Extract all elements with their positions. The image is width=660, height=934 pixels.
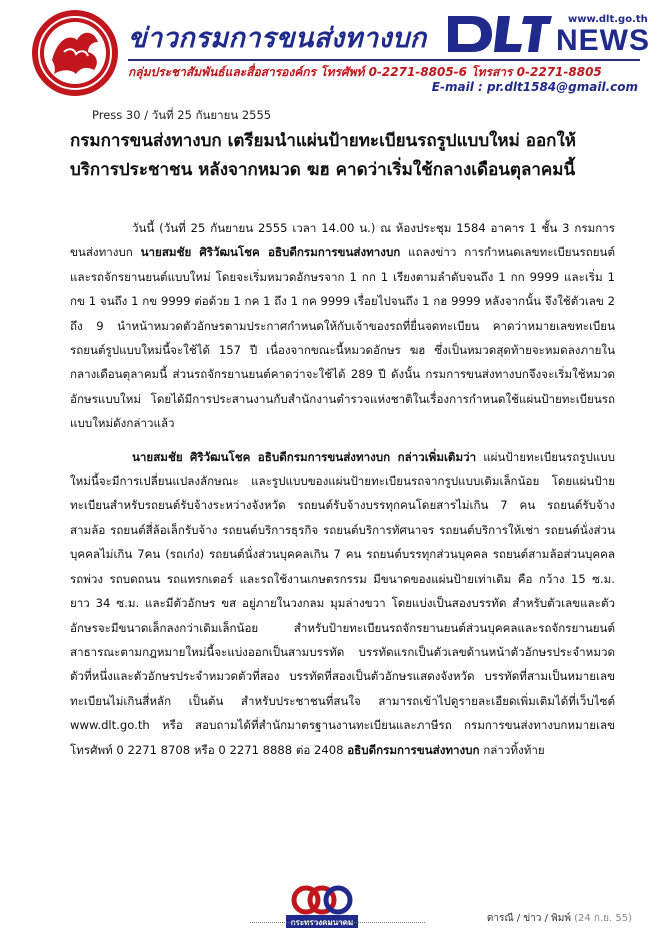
credit-text: ดารณี / ข่าว / พิมพ์ — [486, 913, 571, 924]
news-label: NEWS — [556, 24, 650, 57]
paragraph-1-text: แถลงข่าว การกำหนดเลขทะเบียนรถยนต์และรถจักรยานยนต์แบบใหม่ โดยจะเริ่มหมวดอักษรจาก 1 กก 1 เรียงตามลำดับจนถึง 1 กก 9999 และเริ่ม 1 กข 1 จนถึง 1 กข 9999 ต่อด้วย 1 กค 1 ถึง 1 กค 9999 เรื่อยไปจนถึง 1 กฮ 9999 หลังจากนั้น จึงใช้ตัวเลข 2 ถึง 9 นำหน้าหมวดตัวอักษรตามประกาศกำหนดให้กับเจ้าของรถที่ยื่นจดทะเบียน คาดว่าหมายเลขทะเบียนรถยนต์รูปแบบใหม่นี้จะใช้ได้ 157 ปี เนื่องจากขณะนี้หมวดอักษร ฆฮ ซึ่งเป็นหมวดสุดท้ายจะหมดลงภายในกลางเดือนตุลาคมนี้ ส่วนรถจักรยานยนต์คาดว่าจะใช้ได้ 289 ปี ดังนั้น กรมการขนส่งทางบกจึงจะเริ่มใช้หมวดอักษรแบบใหม่ โดยได้มีการประสานงานกับสำนักงานตำรวจแห่งชาติในเรื่องการกำหนดใช้แผ่นป้ายทะเบียนรถแบบใหม่ดังกล่าวแล้ว — [70, 245, 615, 431]
paragraph-2-text: แผ่นป้ายทะเบียนรถรูปแบบใหม่นี้จะมีการเปลี่ยนแปลงลักษณะ และรูปแบบของแผ่นป้ายทะเบียนรถจากรูปแบบเดิมเล็กน้อย โดยแผ่นป้ายทะเบียนสำหรับรถยนต์รับจ้างระหว่างจังหวัด รถยนต์รับจ้างบรรทุกคนโดยสารไม่เกิน 7 คน รถยนต์รับจ้างสามล้อ รถยนต์สี่ล้อเล็กรับจ้าง รถยนต์บริการธุรกิจ รถยนต์บริการทัศนาจร รถยนต์บริการให้เช่า รถยนต์นั่งส่วนบุคคลไม่เกิน 7คน (รถเก๋ง) รถยนต์นั่งส่วนบุคคลเกิน 7 คน รถยนต์บรรทุกส่วนบุคคล รถยนต์สามล้อส่วนบุคคล รถพ่วง รถบดถนน รถแทรกเตอร์ และรถใช้งานเกษตรกรรม มีขนาดของแผ่นป้ายเท่าเดิม คือ กว้าง 15 ซ.ม. ยาว 34 ซ.ม. และมีตัวอักษร ขส อยู่ภายในวงกลม มุมล่างขวา โดยแบ่งเป็นสองบรรทัด สำหรับตัวเลขและตัวอักษรจะมีขนาดเล็กลงกว่าเดิมเล็กน้อย สำหรับป้ายทะเบียนรถจักรยานยนต์ส่วนบุคคลและรถจักรยานยนต์สาธารณะตามกฎหมายใหม่นี้จะแบ่งออกเป็นสามบรรทัด บรรทัดแรกเป็นตัวเลขด้านหน้าตัวอักษรประจำหมวดตัวที่หนึ่งและตัวอักษรประจำหมวดตัวที่สอง บรรทัดที่สองเป็นตัวอักษรแสดงจังหวัด บรรทัดที่สามเป็นหมายเลขทะเบียนไม่เกินสี่หลัก เป็นต้น สำหรับประชาชนที่สนใจ สามารถเข้าไปดูรายละเอียดเพิ่มเติมได้ที่เว็บไซต์ www.dlt.go.th หรือ สอบถามได้ที่สำนักมาตรฐานงานทะเบียนและภาษีรถ กรมการขนส่งทางบกหมายเลขโทรศัพท์ 0 2271 8708 หรือ 0 2271 8888 ต่อ 2408 — [70, 449, 616, 757]
header-divider — [128, 59, 640, 61]
paragraph-1 — [70, 216, 615, 436]
press-number-date: Press 30 / วันที่ 25 กันยายน 2555 — [92, 108, 272, 122]
speaker-name: นายสมชัย ศิริวัฒนโชค อธิบดีกรมการขนส่งทางบก — [140, 245, 401, 260]
email-line: E-mail : pr.dlt1584@gmail.com — [431, 80, 638, 94]
ministry-label: กระทรวงคมนาคม — [290, 918, 354, 927]
footer-divider — [250, 922, 425, 923]
dlt-logo — [444, 14, 552, 54]
footer-credit — [487, 911, 632, 926]
contact-line: กลุ่มประชาสัมพันธ์และสื่อสารองค์กร โทรศัพท์ 0-2271-8805-6 โทรสาร 0-2271-8805 — [128, 65, 602, 79]
letterhead — [0, 0, 660, 100]
article-body — [70, 216, 615, 762]
paragraph-2 — [70, 445, 615, 762]
closing-speaker: อธิบดีกรมการขนส่งทางบก — [347, 742, 480, 757]
closing-text: กล่าวทิ้งท้าย — [479, 742, 545, 757]
dlt-seal-icon — [30, 8, 120, 98]
speaker-quote-lead: นายสมชัย ศิริวัฒนโชค อธิบดีกรมการขนส่งทางบก กล่าวเพิ่มเติมว่า — [132, 449, 477, 464]
ministry-logo-icon — [280, 884, 364, 930]
paragraph-1-intro: วันนี้ (วันที่ 25 กันยายน 2555 เวลา 14.00 น.) ณ ห้องประชุม 1584 อาคาร 1 ชั้น 3 กรมการขนส่งทางบก — [70, 221, 615, 260]
credit-date: (24 ก.ย. 55) — [574, 913, 632, 924]
website-url: www.dlt.go.th — [568, 14, 648, 25]
headline: กรมการขนส่งทางบก เตรียมนำแผ่นป้ายทะเบียนรถรูปแบบใหม่ ออกให้บริการประชาชน หลังจากหมวด ฆฮ คาดว่าเริ่มใช้กลางเดือนตุลาคมนี้ — [70, 131, 576, 180]
newsletter-title: ข่าวกรมการขนส่งทางบก — [128, 23, 427, 54]
